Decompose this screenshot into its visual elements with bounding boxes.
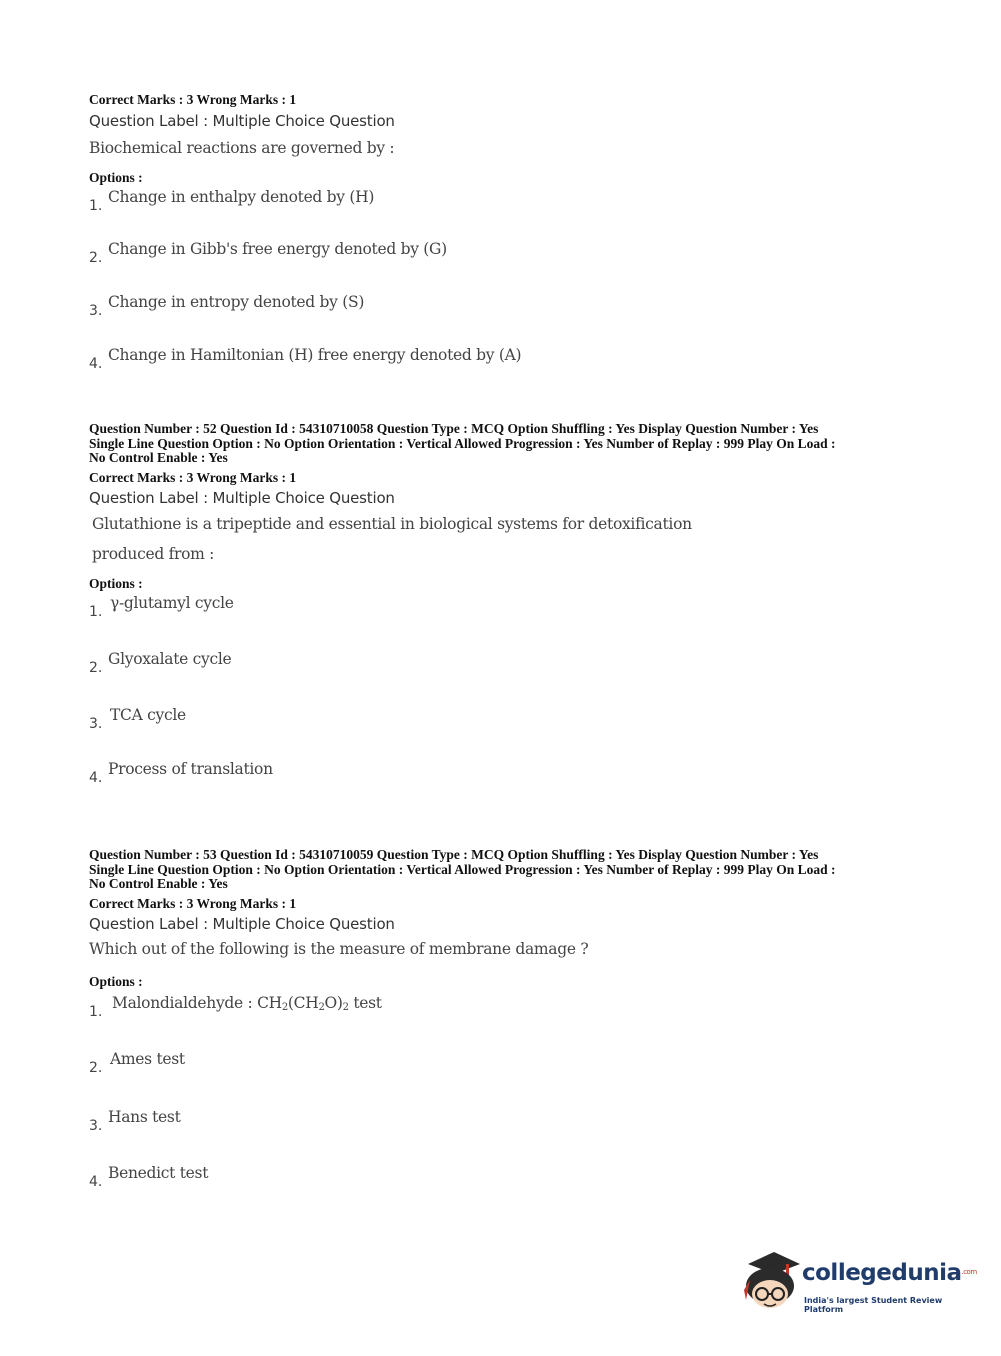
option-3[interactable]: 3. TCA cycle (89, 705, 186, 732)
options-list (89, 186, 919, 386)
question-text: Glutathione is a tripeptide and essential in biological systems for detoxification (92, 514, 692, 533)
options-heading: Options : (89, 170, 143, 185)
question-meta-line: Question Number : 52 Question Id : 54310710058 Question Type : MCQ Option Shuffling : Yes Display Question Number : Yes (89, 421, 819, 436)
marks-line: Correct Marks : 3 Wrong Marks : 1 (89, 469, 297, 485)
collegedunia-logo[interactable] (740, 1250, 977, 1320)
question-text: produced from : (92, 544, 215, 563)
option-4[interactable]: 4. Benedict test (89, 1163, 209, 1190)
question-text: Which out of the following is the measure of membrane damage ? (89, 939, 589, 958)
option-2[interactable]: 2. Change in Gibb's free energy denoted by (G) (89, 240, 447, 266)
marks-line: Correct Marks : 3 Wrong Marks : 1 (89, 895, 297, 911)
option-3[interactable]: 3. Change in entropy denoted by (S) (89, 293, 365, 319)
question-51 (89, 92, 919, 386)
question-label: Question Label : Multiple Choice Question (89, 914, 395, 933)
question-meta-line: Single Line Question Option : No Option Orientation : Vertical Allowed Progression : Yes Number of Replay : 999 Play On Load : (89, 435, 836, 451)
option-4[interactable]: 4. Process of translation (89, 759, 273, 786)
question-53 (89, 848, 919, 1200)
options-list (89, 990, 919, 1200)
options-heading: Options : (89, 575, 143, 591)
option-2[interactable]: 2. Glyoxalate cycle (89, 649, 232, 676)
question-52 (89, 422, 919, 802)
mascot-icon (740, 1250, 802, 1316)
question-text: Biochemical reactions are governed by : (89, 139, 395, 157)
options-heading: Options : (89, 973, 143, 989)
question-meta-line: Question Number : 53 Question Id : 54310710059 Question Type : MCQ Option Shuffling : Yes Display Question Number : Yes (89, 847, 819, 862)
option-1[interactable]: 1. γ-glutamyl cycle (89, 593, 234, 620)
option-2[interactable]: 2. Ames test (89, 1049, 185, 1076)
question-label: Question Label : Multiple Choice Question (89, 112, 395, 130)
options-list (89, 592, 919, 802)
option-1[interactable]: 1. Malondialdehyde : $CH_2(CH_2O)_2$ test (89, 993, 382, 1020)
option-1[interactable]: 1. Change in enthalpy denoted by (H) (89, 188, 375, 214)
marks-line: Correct Marks : 3 Wrong Marks : 1 (89, 92, 297, 107)
option-3[interactable]: 3. Hans test (89, 1107, 181, 1134)
question-meta-line: Single Line Question Option : No Option Orientation : Vertical Allowed Progression : Yes Number of Replay : 999 Play On Load : (89, 861, 836, 877)
brand-tagline: India's largest Student Review Platform (804, 1296, 943, 1314)
question-meta-line: No Control Enable : Yes (89, 876, 228, 891)
question-meta-line: No Control Enable : Yes (89, 450, 228, 465)
brand-name: collegedunia$^{.com}$ (802, 1260, 977, 1286)
question-label: Question Label : Multiple Choice Question (89, 488, 395, 507)
option-4[interactable]: 4. Change in Hamiltonian (H) free energy denoted by (A) (89, 346, 522, 372)
